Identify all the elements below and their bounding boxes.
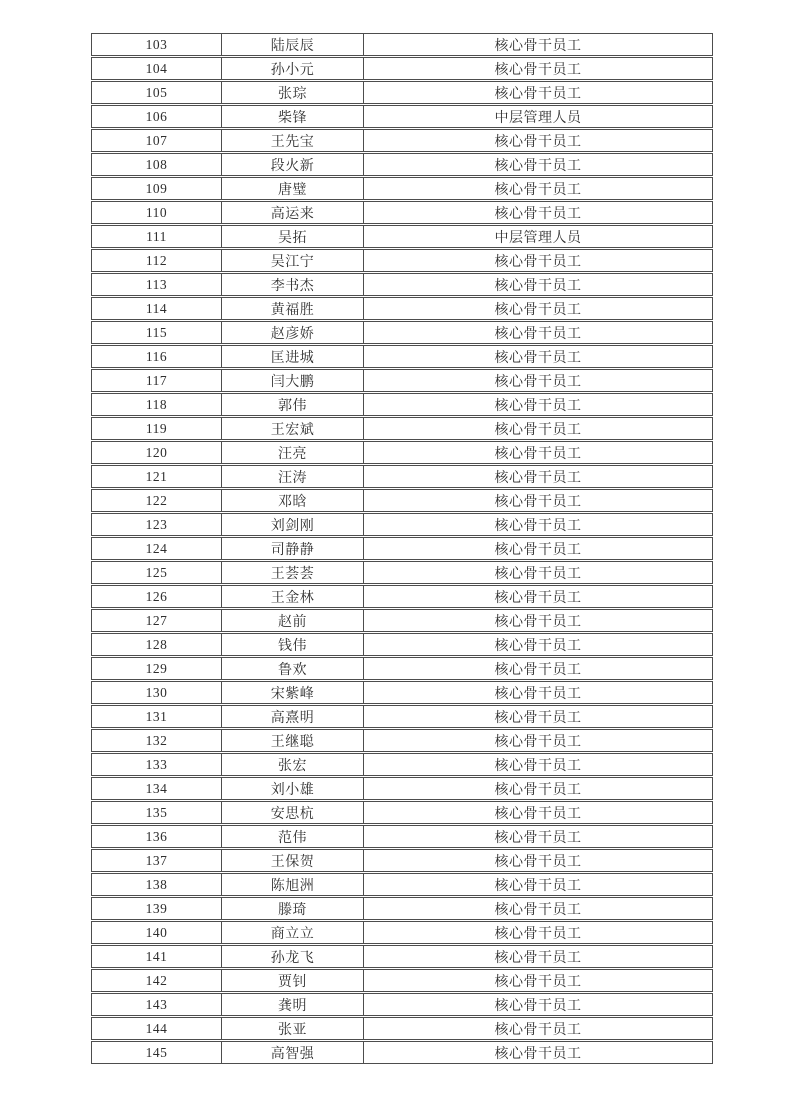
- table-row: [91, 81, 713, 104]
- employee-category-cell: 核心骨干员工: [494, 542, 582, 558]
- employee-name-cell: 郭伟: [222, 394, 364, 415]
- employee-category-cell: 核心骨干员工: [494, 278, 582, 294]
- employee-name-cell: 孙小元: [222, 58, 364, 79]
- row-index-cell: 105: [92, 82, 222, 103]
- employee-category-cell: 核心骨干员工: [494, 302, 582, 318]
- table-row: [91, 153, 713, 176]
- table-row: [91, 873, 713, 896]
- row-index-cell: 132: [92, 730, 222, 751]
- employee-category-cell: 核心骨干员工: [494, 734, 582, 750]
- employee-category-cell: 核心骨干员工: [494, 470, 582, 486]
- employee-category-cell: 核心骨干员工: [494, 974, 582, 990]
- employee-category-cell: 核心骨干员工: [494, 86, 582, 102]
- row-index-cell: 140: [92, 922, 222, 943]
- employee-category-cell: 核心骨干员工: [494, 182, 582, 198]
- table-row: [91, 1017, 713, 1040]
- row-index-cell: 135: [92, 802, 222, 823]
- employee-category-cell: 核心骨干员工: [494, 806, 582, 822]
- row-index-cell: 111: [92, 226, 222, 247]
- row-index-cell: 118: [92, 394, 222, 415]
- employee-category-cell: 核心骨干员工: [494, 854, 582, 870]
- row-index-cell: 130: [92, 682, 222, 703]
- row-index-cell: 113: [92, 274, 222, 295]
- table-row: [91, 105, 713, 128]
- employee-name-cell: 匡进城: [222, 346, 364, 367]
- employee-name-cell: 王宏斌: [222, 418, 364, 439]
- table-row: [91, 249, 713, 272]
- table-row: [91, 729, 713, 752]
- table-row: [91, 225, 713, 248]
- employee-name-cell: 高智强: [222, 1042, 364, 1063]
- row-index-cell: 145: [92, 1042, 222, 1063]
- table-row: [91, 201, 713, 224]
- employee-category-cell: 核心骨干员工: [494, 710, 582, 726]
- row-index-cell: 114: [92, 298, 222, 319]
- employee-name-cell: 王先宝: [222, 130, 364, 151]
- employee-category-cell: 核心骨干员工: [494, 638, 582, 654]
- employee-category-cell: 核心骨干员工: [494, 206, 582, 222]
- employee-name-cell: 刘小雄: [222, 778, 364, 799]
- row-index-cell: 103: [92, 34, 222, 55]
- row-index-cell: 104: [92, 58, 222, 79]
- employee-name-cell: 高熹明: [222, 706, 364, 727]
- employee-category-cell: 核心骨干员工: [494, 326, 582, 342]
- employee-name-cell: 王荟荟: [222, 562, 364, 583]
- row-index-cell: 134: [92, 778, 222, 799]
- table-row: [91, 537, 713, 560]
- table-row: [91, 945, 713, 968]
- employee-table: [91, 33, 713, 1065]
- employee-category-cell: 核心骨干员工: [494, 758, 582, 774]
- row-index-cell: 115: [92, 322, 222, 343]
- row-index-cell: 131: [92, 706, 222, 727]
- employee-name-cell: 范伟: [222, 826, 364, 847]
- row-index-cell: 133: [92, 754, 222, 775]
- employee-name-cell: 闫大鹏: [222, 370, 364, 391]
- employee-category-cell: 核心骨干员工: [494, 566, 582, 582]
- table-row: [91, 1041, 713, 1064]
- employee-name-cell: 陈旭洲: [222, 874, 364, 895]
- employee-category-cell: 核心骨干员工: [494, 1022, 582, 1038]
- row-index-cell: 125: [92, 562, 222, 583]
- employee-category-cell: 核心骨干员工: [494, 782, 582, 798]
- employee-name-cell: 唐璧: [222, 178, 364, 199]
- employee-name-cell: 高运来: [222, 202, 364, 223]
- table-row: [91, 993, 713, 1016]
- employee-category-cell: 核心骨干员工: [494, 662, 582, 678]
- table-row: [91, 441, 713, 464]
- employee-category-cell: 核心骨干员工: [494, 950, 582, 966]
- employee-name-cell: 黄福胜: [222, 298, 364, 319]
- employee-name-cell: 吴拓: [222, 226, 364, 247]
- employee-category-cell: 核心骨干员工: [494, 1046, 582, 1062]
- table-row: [91, 681, 713, 704]
- employee-name-cell: 王金林: [222, 586, 364, 607]
- employee-category-cell: 核心骨干员工: [494, 998, 582, 1014]
- employee-category-cell: 核心骨干员工: [494, 134, 582, 150]
- row-index-cell: 137: [92, 850, 222, 871]
- employee-category-cell: 核心骨干员工: [494, 374, 582, 390]
- employee-name-cell: 段火新: [222, 154, 364, 175]
- table-row: [91, 393, 713, 416]
- employee-name-cell: 商立立: [222, 922, 364, 943]
- row-index-cell: 122: [92, 490, 222, 511]
- employee-name-cell: 刘剑刚: [222, 514, 364, 535]
- row-index-cell: 139: [92, 898, 222, 919]
- row-index-cell: 109: [92, 178, 222, 199]
- row-index-cell: 138: [92, 874, 222, 895]
- employee-name-cell: 汪亮: [222, 442, 364, 463]
- table-row: [91, 585, 713, 608]
- row-index-cell: 110: [92, 202, 222, 223]
- employee-name-cell: 钱伟: [222, 634, 364, 655]
- employee-category-cell: 核心骨干员工: [494, 254, 582, 270]
- table-row: [91, 369, 713, 392]
- employee-name-cell: 司静静: [222, 538, 364, 559]
- employee-category-cell: 核心骨干员工: [494, 422, 582, 438]
- employee-category-cell: 核心骨干员工: [494, 158, 582, 174]
- row-index-cell: 108: [92, 154, 222, 175]
- row-index-cell: 121: [92, 466, 222, 487]
- employee-category-cell: 核心骨干员工: [494, 398, 582, 414]
- row-index-cell: 116: [92, 346, 222, 367]
- row-index-cell: 128: [92, 634, 222, 655]
- employee-name-cell: 李书杰: [222, 274, 364, 295]
- row-index-cell: 124: [92, 538, 222, 559]
- employee-name-cell: 邓晗: [222, 490, 364, 511]
- employee-category-cell: 核心骨干员工: [494, 62, 582, 78]
- row-index-cell: 127: [92, 610, 222, 631]
- employee-name-cell: 张宏: [222, 754, 364, 775]
- row-index-cell: 126: [92, 586, 222, 607]
- table-row: [91, 345, 713, 368]
- employee-name-cell: 汪涛: [222, 466, 364, 487]
- employee-category-cell: 核心骨干员工: [494, 926, 582, 942]
- table-row: [91, 657, 713, 680]
- employee-name-cell: 宋紫峰: [222, 682, 364, 703]
- table-row: [91, 825, 713, 848]
- table-row: [91, 849, 713, 872]
- row-index-cell: 141: [92, 946, 222, 967]
- table-row: [91, 417, 713, 440]
- row-index-cell: 119: [92, 418, 222, 439]
- employee-name-cell: 孙龙飞: [222, 946, 364, 967]
- table-row: [91, 633, 713, 656]
- row-index-cell: 120: [92, 442, 222, 463]
- table-row: [91, 609, 713, 632]
- row-index-cell: 107: [92, 130, 222, 151]
- table-row: [91, 57, 713, 80]
- table-row: [91, 33, 713, 56]
- employee-name-cell: 张琮: [222, 82, 364, 103]
- employee-name-cell: 陆辰辰: [222, 34, 364, 55]
- row-index-cell: 117: [92, 370, 222, 391]
- row-index-cell: 129: [92, 658, 222, 679]
- employee-category-cell: 核心骨干员工: [494, 446, 582, 462]
- table-row: [91, 801, 713, 824]
- table-row: [91, 489, 713, 512]
- table-row: [91, 705, 713, 728]
- employee-category-cell: 核心骨干员工: [494, 614, 582, 630]
- row-index-cell: 106: [92, 106, 222, 127]
- employee-category-cell: 核心骨干员工: [494, 590, 582, 606]
- employee-name-cell: 柴锋: [222, 106, 364, 127]
- row-index-cell: 112: [92, 250, 222, 271]
- employee-category-cell: 核心骨干员工: [494, 878, 582, 894]
- employee-category-cell: 核心骨干员工: [494, 350, 582, 366]
- table-row: [91, 465, 713, 488]
- employee-name-cell: 鲁欢: [222, 658, 364, 679]
- row-index-cell: 142: [92, 970, 222, 991]
- employee-name-cell: 安思杭: [222, 802, 364, 823]
- table-row: [91, 513, 713, 536]
- row-index-cell: 136: [92, 826, 222, 847]
- table-row: [91, 921, 713, 944]
- employee-name-cell: 龚明: [222, 994, 364, 1015]
- row-index-cell: 123: [92, 514, 222, 535]
- table-row: [91, 129, 713, 152]
- table-row: [91, 777, 713, 800]
- table-row: [91, 321, 713, 344]
- row-index-cell: 143: [92, 994, 222, 1015]
- table-row: [91, 177, 713, 200]
- table-row: [91, 273, 713, 296]
- table-row: [91, 969, 713, 992]
- employee-category-cell: 核心骨干员工: [494, 38, 582, 54]
- employee-category-cell: 核心骨干员工: [494, 902, 582, 918]
- employee-category-cell: 中层管理人员: [494, 230, 582, 246]
- table-row: [91, 561, 713, 584]
- employee-category-cell: 核心骨干员工: [494, 686, 582, 702]
- employee-category-cell: 核心骨干员工: [494, 830, 582, 846]
- employee-name-cell: 王继聪: [222, 730, 364, 751]
- employee-category-cell: 核心骨干员工: [494, 494, 582, 510]
- employee-category-cell: 中层管理人员: [494, 110, 582, 126]
- employee-name-cell: 赵前: [222, 610, 364, 631]
- employee-name-cell: 张亚: [222, 1018, 364, 1039]
- table-row: [91, 297, 713, 320]
- employee-category-cell: 核心骨干员工: [494, 518, 582, 534]
- employee-name-cell: 王保贺: [222, 850, 364, 871]
- employee-name-cell: 吴江宁: [222, 250, 364, 271]
- employee-name-cell: 滕琦: [222, 898, 364, 919]
- employee-name-cell: 赵彦娇: [222, 322, 364, 343]
- row-index-cell: 144: [92, 1018, 222, 1039]
- table-row: [91, 753, 713, 776]
- employee-name-cell: 贾钊: [222, 970, 364, 991]
- table-row: [91, 897, 713, 920]
